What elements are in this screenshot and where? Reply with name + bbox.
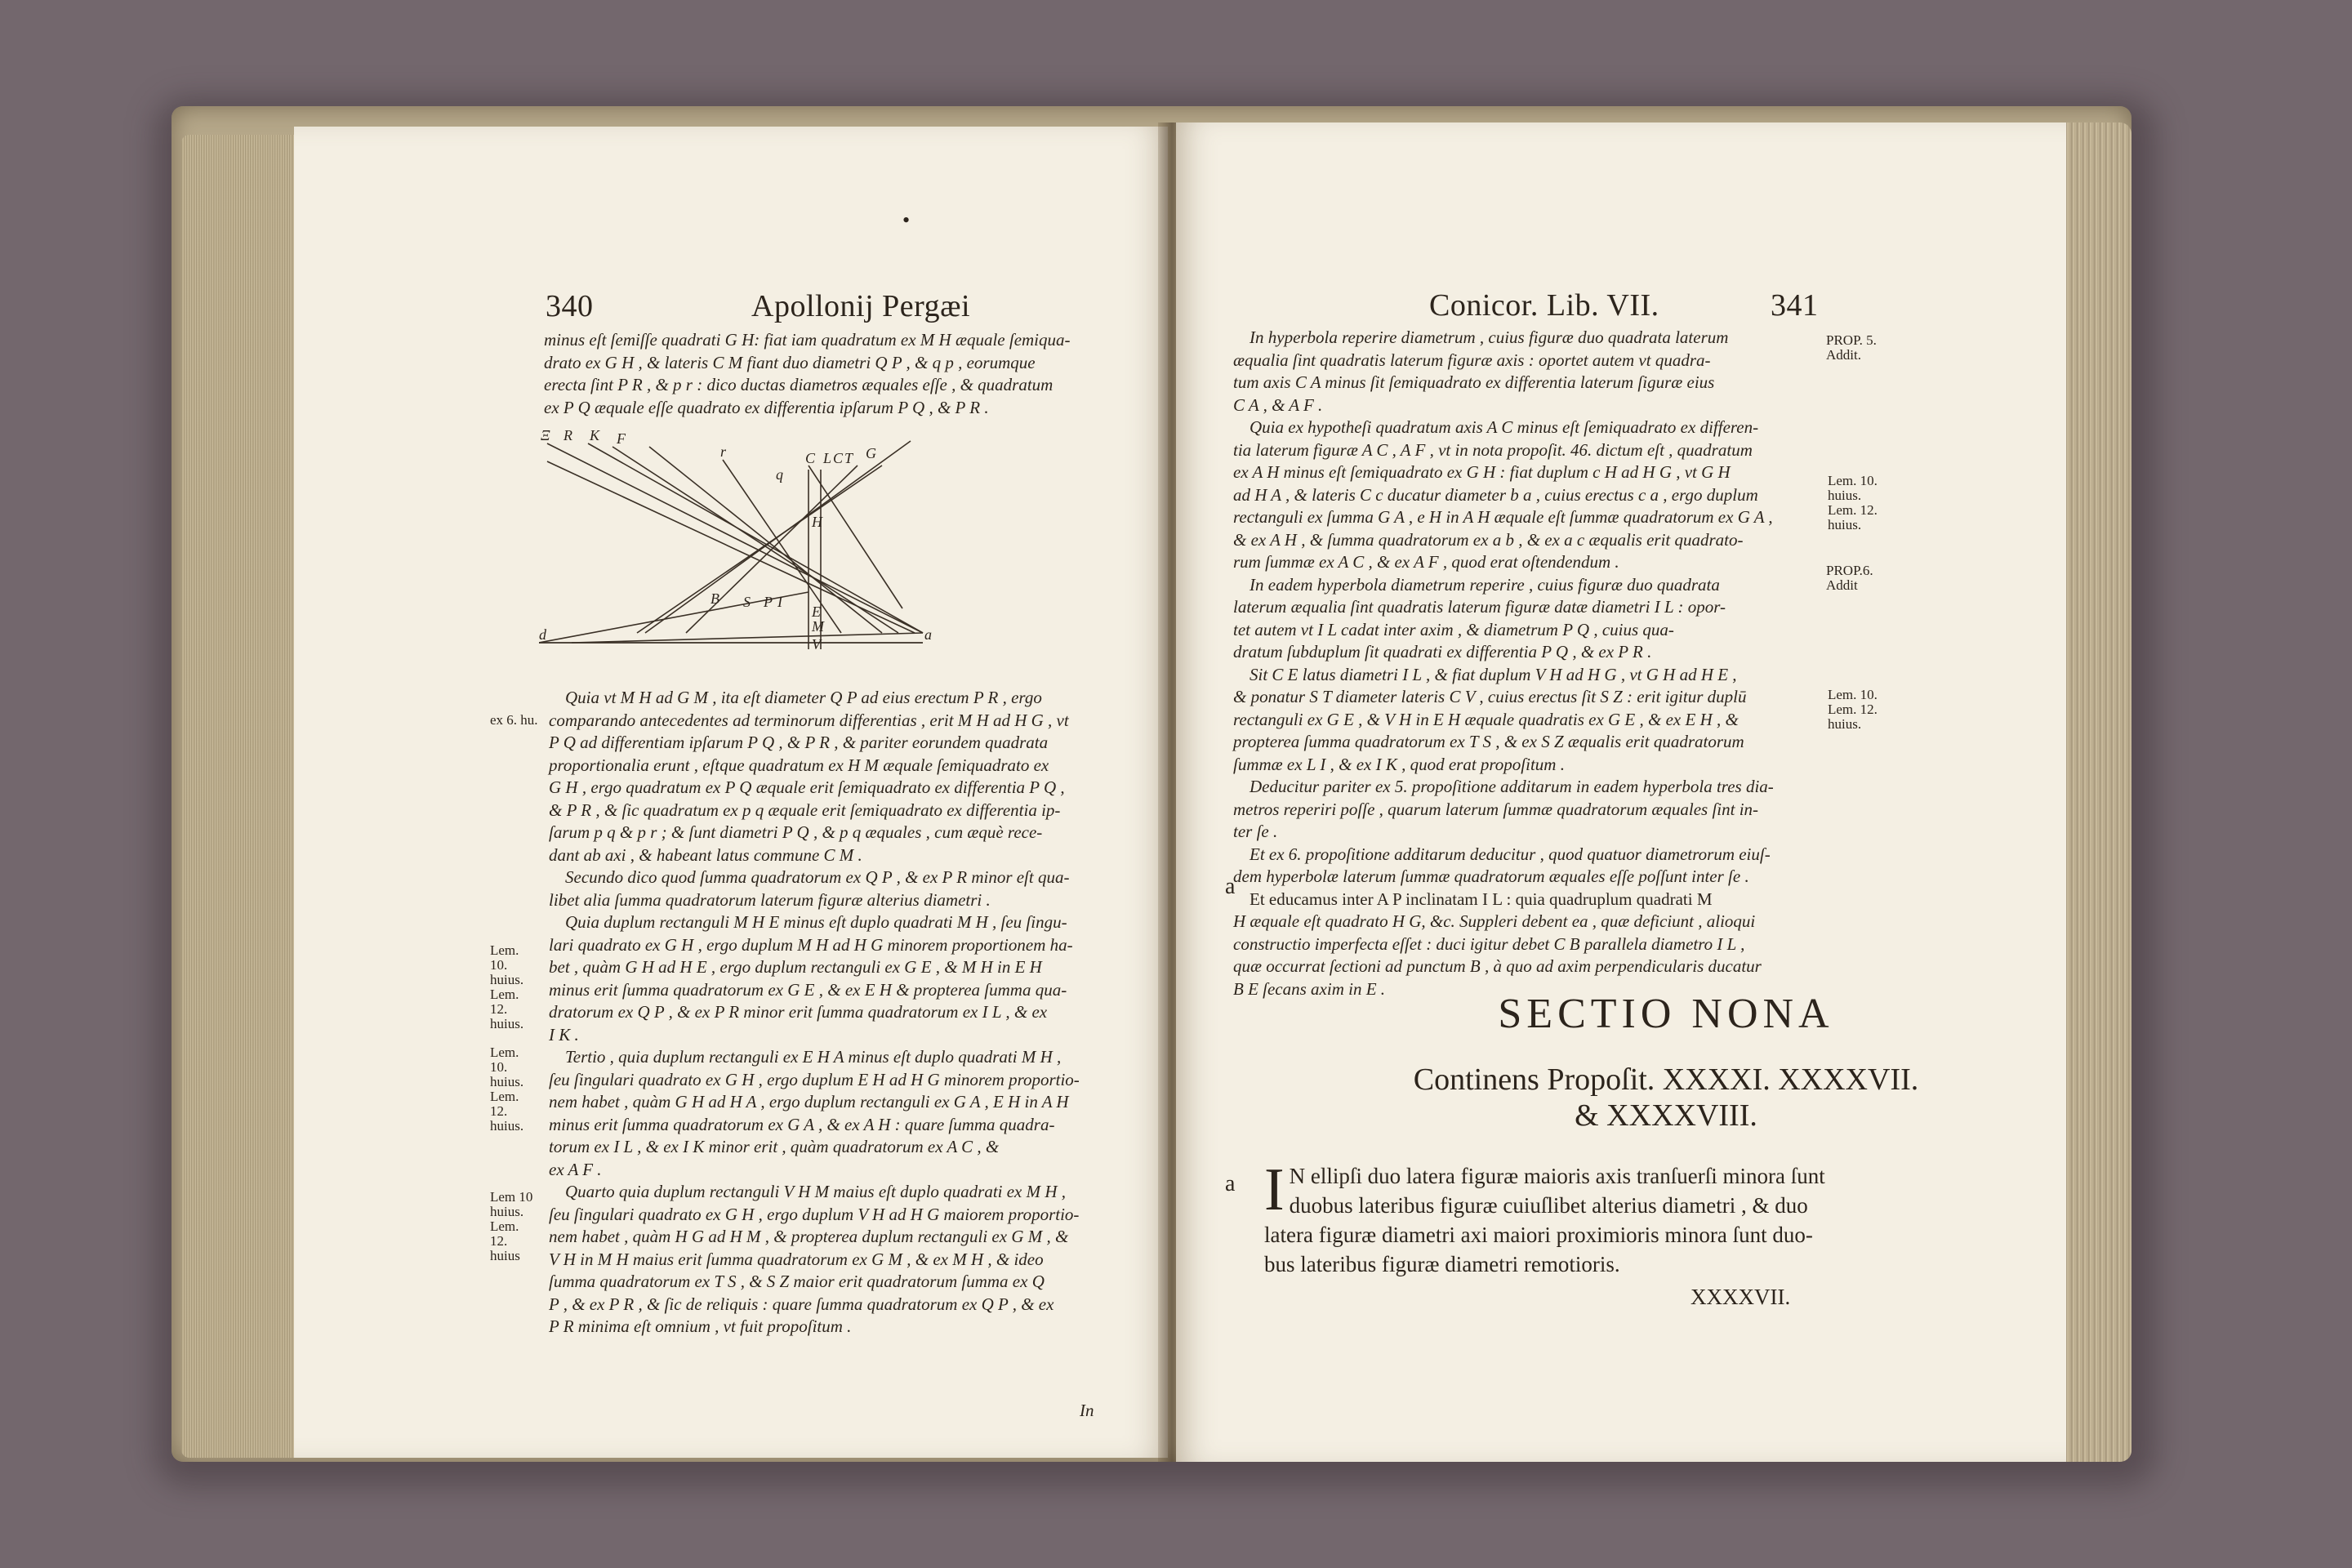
- figure-label: K: [590, 429, 600, 443]
- text-line: tet autem vt I L cadat inter axim , & diametrum P Q , cuius qua-: [1233, 619, 1674, 639]
- running-head-left: Apollonij Pergæi: [751, 289, 971, 323]
- page-number-right: 341: [1771, 288, 1819, 323]
- figure-label: a: [924, 626, 932, 643]
- text-line: tum axis C A minus ſit ſemiquadrato ex differentia laterum ſiguræ eius: [1233, 372, 1715, 392]
- text-line: æqualia ſint quadratis laterum figuræ axis : oportet autem vt quadra-: [1233, 350, 1711, 370]
- text-line: minus eſt ſemiſſe quadrati G H: fiat iam quadratum ex M H æquale ſemiqua-: [544, 330, 1071, 350]
- text-line: Quia vt M H ad G M , ita eſt diameter Q P ad eius erectum P R , ergo: [565, 688, 1042, 707]
- figure-line: [572, 633, 923, 643]
- figure-label: I: [777, 594, 782, 610]
- text-line: ſarum p q & p r ; & ſunt diametri P Q , & p q æquales , cum æquè rece-: [549, 822, 1043, 842]
- text-line: H æquale eſt quadrato H G, &c. Suppleri debent ea , quæ deficiunt , alioqui: [1233, 911, 1756, 931]
- section-subtitle: Continens Propoſit. XXXXI. XXXXVII.: [1413, 1062, 1919, 1097]
- figure-label: r: [720, 443, 727, 460]
- drop-initial: I: [1264, 1156, 1285, 1223]
- text-line: minus erit ſumma quadratorum ex G E , & ex E H & propterea ſumma qua-: [549, 979, 1067, 1000]
- left-top-text: [544, 329, 1132, 419]
- text-line: erecta ſint P R , & p r : dico ductas diametros æquales eſſe , & quadratum: [544, 375, 1054, 394]
- text-line: tia laterum figuræ A C , A F , vt in nota propoſit. 46. dictum eſt , quadratum: [1233, 439, 1753, 460]
- text-line: Sit C E latus diametri I L , & fiat duplum V H ad H G , vt G H ad H E ,: [1250, 664, 1737, 684]
- page-number-left: 340: [546, 289, 594, 323]
- text-line: bus lateribus figuræ diametri remotioris.: [1264, 1252, 1620, 1276]
- figure-label: H: [812, 514, 822, 530]
- margin-note: ex 6. hu.: [490, 712, 538, 728]
- text-line: ter ſe .: [1233, 822, 1278, 841]
- margin-note: Lem. 10. Lem. 12. huius.: [1828, 687, 1878, 732]
- right-page-edges: [2058, 122, 2132, 1462]
- text-line: Secundo dico quod ſumma quadratorum ex Q P , & ex P R minor eſt qua-: [565, 867, 1070, 887]
- text-line: duobus lateribus figuræ cuiuſlibet alterius diametri , & duo: [1289, 1193, 1808, 1218]
- text-line: rectanguli ex G E , & V H in E H æquale quadratis ex G E , & ex E H , &: [1233, 709, 1739, 729]
- text-line: Quia ex hypotheſi quadratum axis A C minus eſt ſemiquadrato ex differen-: [1250, 417, 1759, 437]
- left-body-text: [549, 687, 1143, 1339]
- section-subtitle: & XXXXVIII.: [1575, 1098, 1757, 1133]
- text-line: In eadem hyperbola diametrum reperire , cuius figuræ duo quadrata: [1250, 574, 1720, 595]
- text-line: dant ab axi , & habeant latus commune C M .: [549, 844, 862, 865]
- text-line: libet alia ſumma quadratorum laterum figuræ alterius diametri .: [549, 889, 991, 910]
- text-line: Tertio , quia duplum rectanguli ex E H A minus eſt duplo quadrati M H ,: [565, 1047, 1062, 1067]
- figure-label: R: [564, 429, 572, 443]
- figure-label: S: [743, 594, 751, 610]
- figure-label: d: [539, 626, 546, 643]
- text-line: constructio imperfecta eſſet : duci igitur debet C B parallela diametro I L ,: [1233, 933, 1745, 954]
- catchword: In: [1080, 1401, 1094, 1420]
- text-line: I K .: [549, 1024, 579, 1045]
- text-line: dratum ſubduplum ſit quadrati ex differentia P Q , & ex P R .: [1233, 642, 1652, 662]
- text-line: Quia duplum rectanguli M H E minus eſt duplo quadrati M H , ſeu ſingu-: [565, 912, 1067, 932]
- figure-label: F: [617, 430, 626, 447]
- text-line: ex A F .: [549, 1159, 602, 1179]
- text-line: propterea ſumma quadratorum ex T S , & ex S Z æqualis erit quadratorum: [1233, 732, 1744, 751]
- text-line: metros reperiri poſſe , quarum laterum ſummæ quadratorum æquales ſint in-: [1233, 799, 1759, 819]
- text-line: In hyperbola reperire diametrum , cuius figuræ duo quadrata laterum: [1250, 327, 1729, 347]
- section-title: SECTIO NONA: [1498, 991, 1834, 1037]
- running-head-right: Conicor. Lib. VII.: [1429, 288, 1659, 323]
- note-marker: a: [1225, 874, 1236, 899]
- geometric-figure: [539, 429, 964, 649]
- text-line: B E ſecans axim in E .: [1233, 978, 1386, 999]
- text-line: N ellipſi duo latera figuræ maioris axis tranſuerſi minora ſunt: [1289, 1164, 1825, 1188]
- proposition-text: [1264, 1156, 1860, 1279]
- figure-label: Ξ: [541, 429, 550, 443]
- figure-label: C: [833, 450, 844, 466]
- text-line: laterum æqualia ſint quadratis laterum figuræ datæ diametri I L : opor-: [1233, 597, 1726, 617]
- text-line: drato ex G H , & lateris C M fiant duo diametri Q P , & q p , eorumque: [544, 352, 1036, 372]
- margin-note: PROP. 5. Addit.: [1826, 332, 1877, 363]
- text-line: & P R , & ſic quadratum ex p q æquale erit ſemiquadrato ex differentia ip-: [549, 800, 1061, 820]
- ink-dot: •: [902, 208, 911, 232]
- margin-note: Lem. 10. huius. Lem. 12. huius.: [490, 1045, 524, 1134]
- text-line: ſeu ſingulari quadrato ex G H , ergo duplum E H ad H G minorem proportio-: [549, 1069, 1080, 1089]
- text-line: V H in M H maius erit ſumma quadratorum ex G M , & ex M H , & ideo: [549, 1249, 1044, 1269]
- figure-label: V: [812, 636, 821, 649]
- right-body-text: [1233, 327, 1821, 1000]
- text-line: minus erit ſumma quadratorum ex G A , & ex A H : quare ſumma quadra-: [549, 1114, 1055, 1134]
- figure-line: [637, 466, 882, 633]
- text-line: torum ex I L , & ex I K minor erit , quàm quadratorum ex A C , &: [549, 1137, 1000, 1156]
- figure-label: M: [812, 618, 824, 635]
- text-line: ſeu ſingulari quadrato ex G H , ergo duplum V H ad H G maiorem proportio-: [549, 1204, 1080, 1224]
- text-line: & ex A H , & ſumma quadratorum ex a b , & ex a c æqualis erit quadrato-: [1233, 529, 1744, 550]
- margin-note: Lem. 10. huius. Lem. 12. huius.: [1828, 473, 1878, 532]
- right-page: [1176, 122, 2066, 1462]
- text-line: P , & ex P R , & ſic de reliquis : quare ſumma quadratorum ex Q P , & ex: [549, 1294, 1054, 1314]
- figure-line: [612, 447, 898, 633]
- text-line: quæ occurrat ſectioni ad punctum B , à quo ad axim perpendicularis ducatur: [1233, 956, 1762, 976]
- text-line: ſumma quadratorum ex T S , & S Z maior erit quadratorum ſumma ex Q: [549, 1272, 1045, 1291]
- text-line: C A , & A F .: [1233, 394, 1323, 415]
- text-line: proportionalia erunt , eſtque quadratum ex H M æquale ſemiquadrato ex: [549, 755, 1049, 775]
- text-line: latera figuræ diametri axi maiori proximioris minora ſunt duo-: [1264, 1223, 1813, 1247]
- figure-label: P: [764, 594, 773, 610]
- text-line: & ponatur S T diameter lateris C V , cuius erectus ſit S Z : erit igitur duplū: [1233, 687, 1747, 706]
- note-marker: a: [1225, 1171, 1236, 1196]
- figure-line: [808, 466, 902, 608]
- text-line: ex A H minus eſt ſemiquadrato ex G H : fiat duplum c H ad H G , vt G H: [1233, 462, 1731, 482]
- text-line: Deducitur pariter ex 5. propoſitione additarum in eadem hyperbola tres dia-: [1250, 777, 1774, 796]
- text-line: ex P Q æquale eſſe quadrato ex differentia ipſarum P Q , & P R .: [544, 397, 989, 417]
- figure-label: E: [812, 604, 821, 620]
- text-line: nem habet , quàm H G ad H M , & propterea duplum rectanguli ex G M , &: [549, 1227, 1069, 1246]
- text-line: ſummæ ex L I , & ex I K , quod erat propoſitum .: [1233, 754, 1565, 774]
- text-line: dratorum ex Q P , & ex P R minor erit ſumma quadratorum ex I L , & ex: [549, 1002, 1048, 1022]
- text-line: dem hyperbolæ laterum ſummæ quadratorum æquales eſſe poſſunt inter ſe .: [1233, 866, 1749, 886]
- text-line: Et ex 6. propoſitione additarum deducitur , quod quatuor diametrorum eiuſ-: [1250, 844, 1771, 864]
- text-line: Quarto quia duplum rectanguli V H M maius eſt duplo quadrati ex M H ,: [565, 1182, 1067, 1201]
- text-line: rectanguli ex ſumma G A , e H in A H æquale eſt ſummæ quadratorum ex G A ,: [1233, 507, 1773, 527]
- figure-line: [547, 443, 923, 633]
- figure-label: L: [823, 450, 832, 466]
- text-line: lari quadrato ex G H , ergo duplum M H ad H G minorem proportionem ha-: [549, 934, 1073, 955]
- text-line: P Q ad differentiam ipſarum P Q , & P R , & pariter eorundem quadrata: [549, 733, 1049, 752]
- left-page-edges: [181, 135, 296, 1458]
- figure-label: G: [866, 445, 876, 461]
- margin-note: Lem 10 huius. Lem. 12. huius: [490, 1189, 533, 1263]
- text-line: rum ſummæ ex A C , & ex A F , quod erat oſtendendum .: [1233, 552, 1619, 572]
- margin-note: PROP.6. Addit: [1826, 563, 1873, 593]
- text-line: nem habet , quàm G H ad H A , ergo duplum rectanguli ex G A , E H in A H: [549, 1092, 1069, 1111]
- figure-label: q: [776, 466, 783, 483]
- text-line: ad H A , & lateris C c ducatur diameter b a , cuius erectus c a , ergo duplum: [1233, 484, 1758, 505]
- margin-note: Lem. 10. huius. Lem. 12. huius.: [490, 942, 524, 1031]
- text-line: Et educamus inter A P inclinatam I L : quia quadruplum quadrati M: [1250, 889, 1713, 909]
- text-line: G H , ergo quadratum ex P Q æquale erit ſemiquadrato ex differentia P Q ,: [549, 777, 1065, 797]
- figure-label: T: [844, 450, 853, 466]
- left-page: [294, 127, 1168, 1458]
- text-line: P R minima eſt omnium , vt fuit propoſitum .: [549, 1316, 852, 1336]
- text-line: bet , quàm G H ad H E , ergo duplum rectanguli ex G E , & M H in E H: [549, 957, 1042, 977]
- figure-label: B: [710, 590, 719, 607]
- proposition-number: XXXXVII.: [1690, 1285, 1791, 1309]
- figure-label: C: [805, 450, 816, 466]
- text-line: comparando antecedentes ad terminorum differentias , erit M H ad H G , vt: [549, 710, 1069, 730]
